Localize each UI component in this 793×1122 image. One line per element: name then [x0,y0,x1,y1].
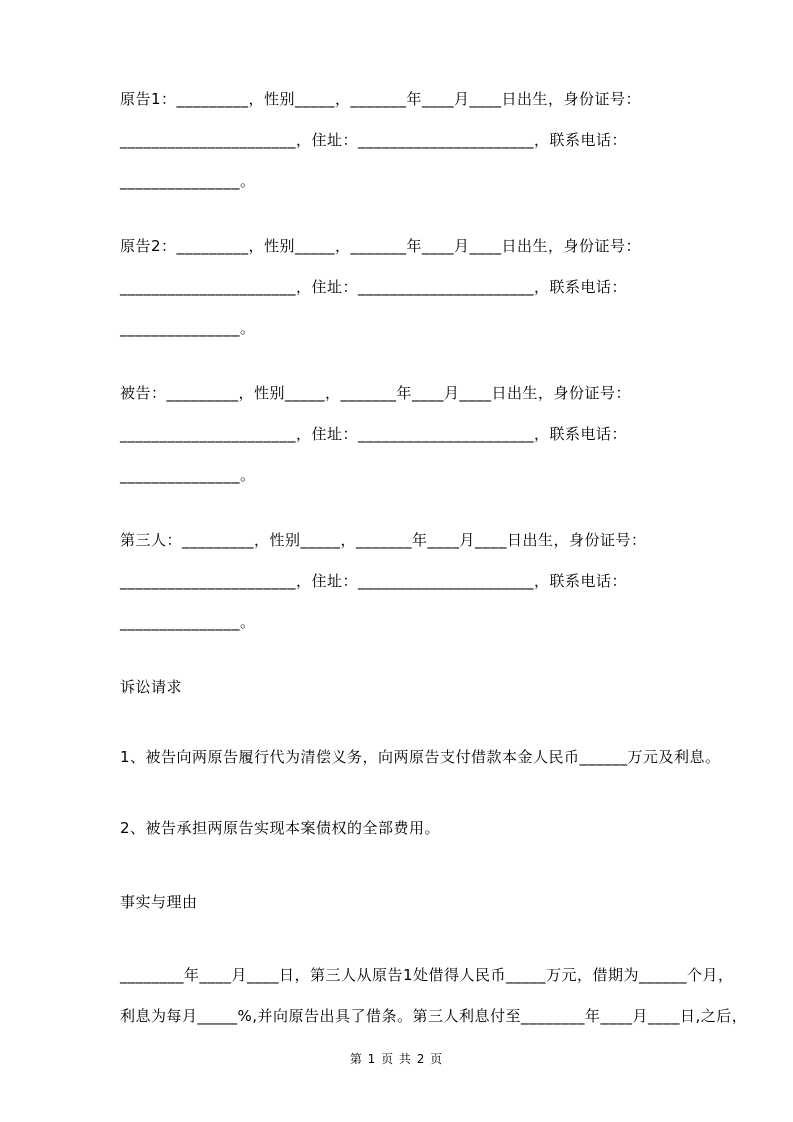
party-line: _______________。 [120,466,256,484]
party-line: ______________________，住址：______________________，联系电话： [120,278,628,296]
page-number-footer: 第 1 页 共 2 页 [349,1052,444,1066]
party-line: 被告：_________，性别_____，_______年____月____日出生，身份证号： [120,384,632,402]
party-block-plaintiff-1 [120,79,683,202]
party-block-third-party [120,520,683,643]
section-title-facts: 事实与理由 [120,893,198,911]
party-line: _______________。 [120,613,256,631]
party-block-defendant [120,373,683,496]
claim-item-2: 2、被告承担两原告实现本案债权的全部费用。 [120,819,441,837]
party-line: ______________________，住址：______________________，联系电话： [120,572,628,590]
party-line: ______________________，住址：______________________，联系电话： [120,425,628,443]
party-line: _______________。 [120,172,256,190]
party-line: _______________。 [120,319,256,337]
facts-paragraph [120,955,748,1037]
facts-line: 利息为每月_____%,并向原告出具了借条。第三人利息付至________年____月____日,之后， [120,1007,748,1025]
party-line: 原告2：_________，性别_____，_______年____月____日出生，身份证号： [120,237,642,255]
claim-item-1: 1、被告向两原告履行代为清偿义务，向两原告支付借款本金人民币______万元及利息。 [120,748,721,766]
party-line: ______________________，住址：______________________，联系电话： [120,131,628,149]
party-block-plaintiff-2 [120,226,683,349]
section-title-claims: 诉讼请求 [120,678,183,696]
party-line: 原告1：_________，性别_____，_______年____月____日出生，身份证号： [120,90,642,108]
facts-line: ________年____月____日，第三人从原告1处借得人民币_____万元，借期为______个月， [120,966,734,984]
party-line: 第三人：_________，性别_____，_______年____月____日出生，身份证号： [120,531,647,549]
